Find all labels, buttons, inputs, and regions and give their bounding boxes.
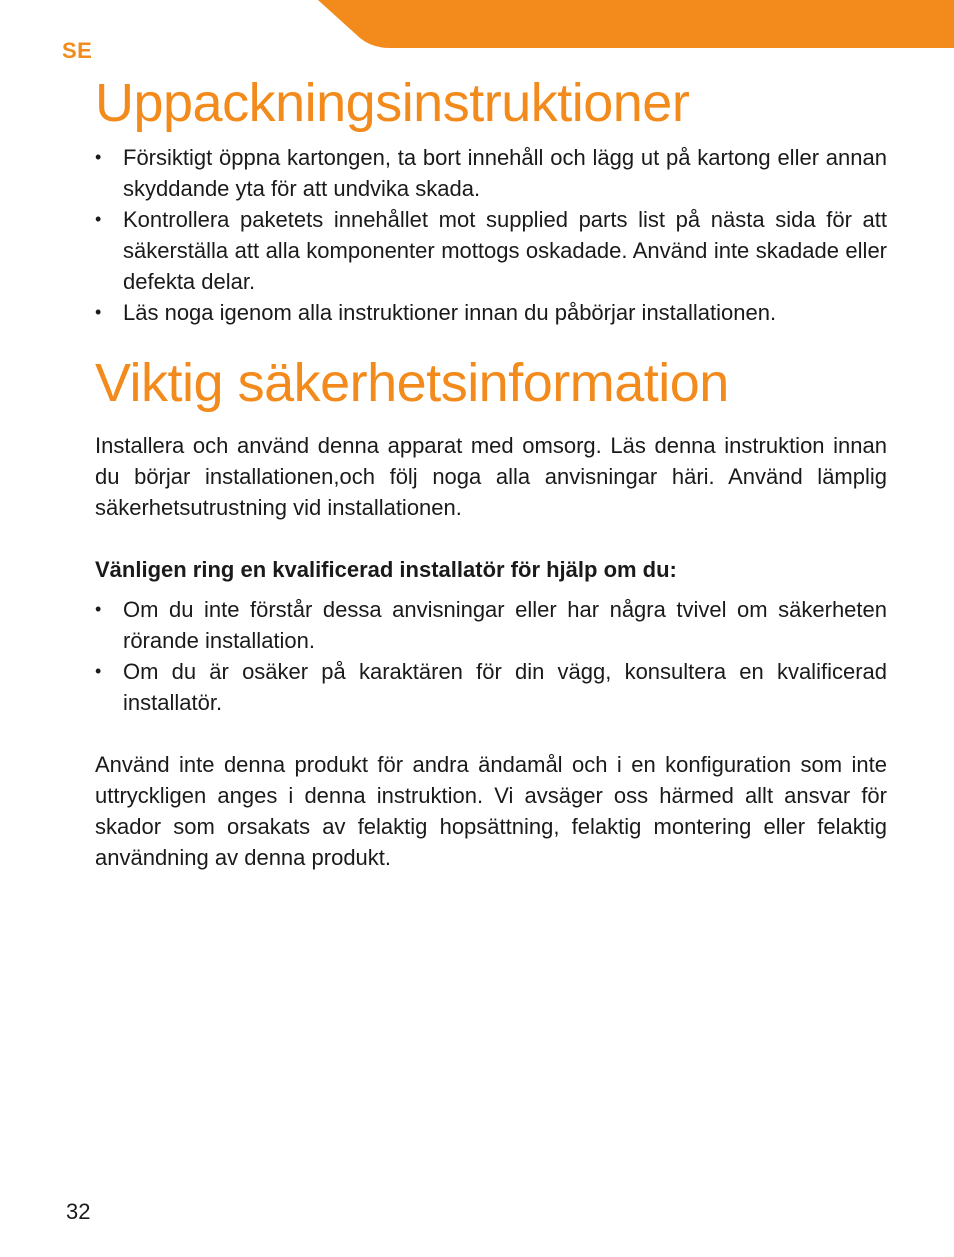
- safety-callout: Vänligen ring en kvalificerad installatör för hjälp om du:: [95, 557, 677, 582]
- safety-disclaimer: Använd inte denna produkt för andra ändamål och i en konfiguration som inte uttryckligen anges i denna instruktion. Vi avsäger oss härmed allt ansvar för skador som orsakats av felaktig hopsättning, felaktig montering eller felaktig användning av denna produkt.: [95, 752, 887, 870]
- header-tab-decoration: [0, 0, 954, 50]
- list-item: • Kontrollera paketets innehållet mot supplied parts list på nästa sida för att säkerställa att alla komponenter mottogs oskadade. Använd inte skadade eller defekta delar.: [95, 204, 887, 297]
- unpacking-title: Uppackningsinstruktioner: [95, 73, 690, 133]
- unpacking-list: [95, 142, 887, 328]
- safety-list: [95, 594, 887, 718]
- list-item: • Om du inte förstår dessa anvisningar eller har några tvivel om säkerheten rörande installation.: [95, 594, 887, 656]
- language-code: SE: [62, 38, 93, 63]
- safety-intro: Installera och använd denna apparat med omsorg. Läs denna instruktion innan du börjar installationen,och följ noga alla anvisningar häri. Använd lämplig säkerhetsutrustning vid installationen.: [95, 433, 887, 520]
- page-content: [95, 68, 887, 873]
- list-item: • Om du är osäker på karaktären för din vägg, konsultera en kvalificerad installatör.: [95, 656, 887, 718]
- list-item: • Försiktigt öppna kartongen, ta bort innehåll och lägg ut på kartong eller annan skyddande yta för att undvika skada.: [95, 142, 887, 204]
- orange-tab-shape: [318, 0, 954, 48]
- safety-title: Viktig säkerhetsinformation: [95, 353, 729, 413]
- list-item: • Läs noga igenom alla instruktioner innan du påbörjar installationen.: [95, 297, 887, 328]
- page-number: 32: [66, 1199, 91, 1224]
